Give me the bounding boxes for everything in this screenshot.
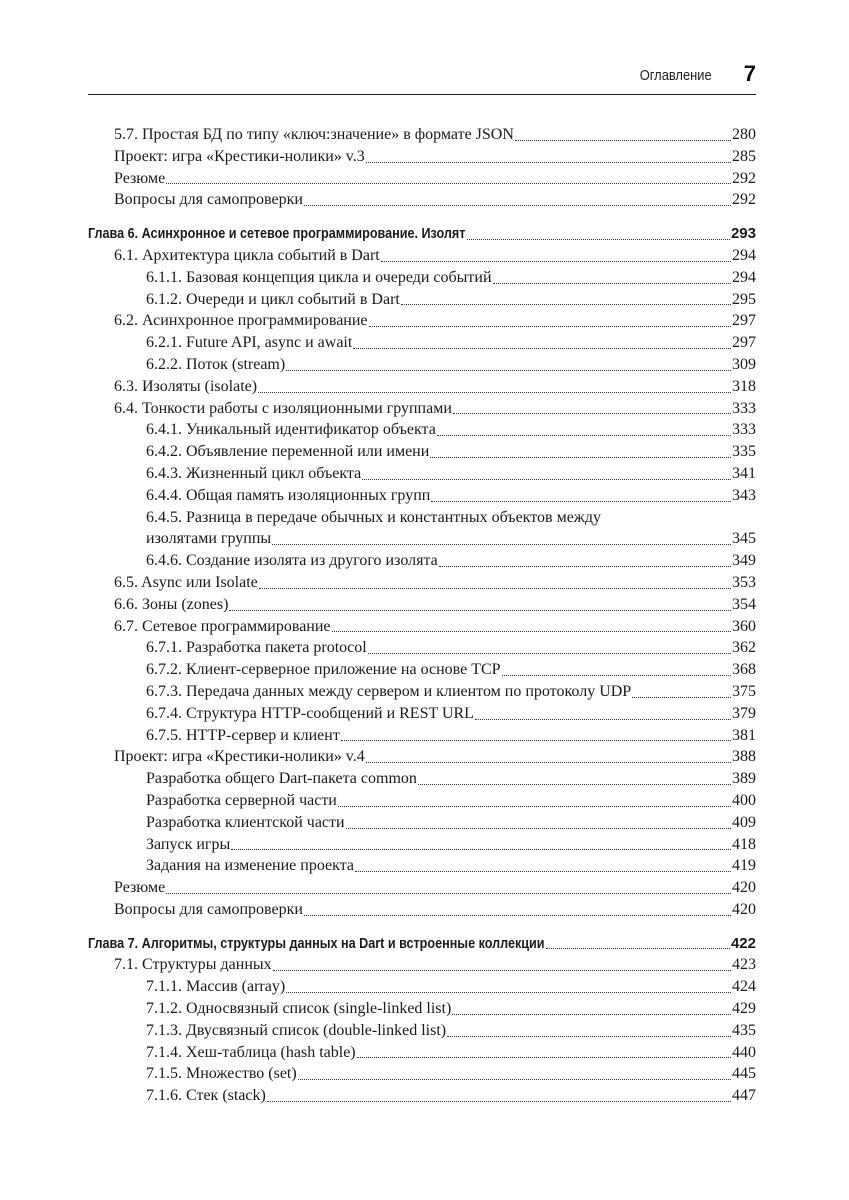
toc-entry-title: 6.4.6. Создание изолята из другого изолята	[146, 552, 438, 570]
toc-entry-title: 6.2.1. Future API, async и await	[146, 334, 353, 352]
toc-entry[interactable]	[88, 1085, 756, 1107]
toc-entry[interactable]	[88, 812, 756, 834]
toc-entry[interactable]	[88, 124, 756, 146]
toc-entry-title: 6.7. Сетевое программирование	[114, 617, 331, 635]
toc-entry-page: 388	[732, 748, 756, 766]
toc-entry[interactable]	[88, 834, 756, 856]
toc-entry[interactable]	[88, 376, 756, 398]
dot-leader	[272, 544, 731, 545]
toc-entry-page: 333	[732, 399, 756, 417]
toc-entry-title: 6.2.2. Поток (stream)	[146, 355, 286, 373]
dot-leader	[381, 261, 731, 262]
toc-entry[interactable]	[88, 463, 756, 485]
toc-entry-title: 7.1.5. Множество (set)	[146, 1065, 297, 1083]
dot-leader	[439, 566, 731, 567]
toc-entry-title: Резюме	[114, 879, 166, 897]
toc-entry-page: 409	[732, 813, 756, 831]
toc-entry-title: 6.7.4. Структура HTTP-сообщений и REST URL	[146, 704, 474, 722]
toc-entry-page: 353	[732, 573, 756, 591]
toc-entry-title: 6.7.5. HTTP-сервер и клиент	[146, 726, 340, 744]
toc-entry-title: Проект: игра «Крестики-нолики» v.4	[114, 748, 365, 766]
dot-leader	[355, 871, 731, 872]
toc-entry-title: 6.4.2. Объявление переменной или имени	[146, 443, 430, 461]
toc-entry-page: 294	[732, 246, 756, 264]
toc-entry-title: 7.1. Структуры данных	[114, 956, 272, 974]
dot-leader	[431, 501, 731, 502]
toc-entry[interactable]	[88, 419, 756, 441]
toc-entry-title: 5.7. Простая БД по типу «ключ:значение» в формате JSON	[114, 126, 514, 143]
toc-entry-title: изолятами группы	[146, 530, 272, 548]
toc-entry[interactable]	[88, 572, 756, 594]
toc-entry-title: Вопросы для самопроверки	[114, 900, 303, 918]
toc-entry[interactable]	[88, 441, 756, 463]
toc-entry-page: 280	[732, 126, 756, 143]
toc-entry-page: 295	[732, 290, 756, 308]
table-of-contents	[88, 124, 756, 1107]
dot-leader	[286, 992, 731, 993]
toc-entry-title: 6.6. Зоны (zones)	[114, 595, 229, 613]
toc-entry-page: 389	[732, 770, 756, 788]
toc-entry-page: 318	[732, 377, 756, 395]
dot-leader	[632, 697, 731, 698]
toc-entry-page: 294	[732, 268, 756, 286]
toc-entry-title: 6.3. Изоляты (isolate)	[114, 377, 258, 395]
toc-entry-page: 360	[732, 617, 756, 635]
toc-entry[interactable]	[88, 507, 756, 529]
dot-leader	[418, 784, 731, 785]
toc-entry-page: 341	[732, 464, 756, 482]
dot-leader	[453, 413, 731, 414]
toc-entry-page: 362	[732, 639, 756, 657]
toc-entry[interactable]	[88, 354, 756, 376]
dot-leader	[231, 849, 731, 850]
toc-entry[interactable]	[88, 637, 756, 659]
dot-leader	[447, 1036, 731, 1037]
toc-entry-page: 349	[732, 552, 756, 570]
toc-entry-title: Разработка клиентской части	[146, 813, 345, 831]
toc-entry-page: 440	[732, 1043, 756, 1061]
toc-entry-title: Разработка серверной части	[146, 791, 337, 809]
toc-entry[interactable]	[88, 485, 756, 507]
toc-entry-title: Запуск игры	[146, 835, 231, 853]
toc-entry-page: 429	[732, 1000, 756, 1018]
dot-leader	[401, 304, 731, 305]
toc-entry-page: 297	[732, 334, 756, 352]
toc-entry-page: 333	[732, 421, 756, 439]
toc-entry-page: 293	[730, 225, 756, 243]
running-header-title: Оглавление	[640, 67, 712, 84]
toc-entry-title: 6.7.3. Передача данных между сервером и клиентом по протоколу UDP	[146, 682, 632, 700]
toc-entry[interactable]	[88, 998, 756, 1020]
dot-leader	[304, 205, 731, 206]
dot-leader	[353, 348, 731, 349]
toc-entry-page: 420	[732, 879, 756, 897]
toc-entry[interactable]	[88, 594, 756, 616]
toc-chapter-entry[interactable]	[88, 223, 756, 245]
toc-entry[interactable]	[88, 746, 756, 768]
toc-entry-title: Задания на изменение проекта	[146, 857, 354, 875]
dot-leader	[357, 1057, 731, 1058]
toc-entry-title: Глава 7. Алгоритмы, структуры данных на Dart и встроенные коллекции	[88, 934, 545, 952]
toc-entry[interactable]	[88, 659, 756, 681]
toc-entry-title: 6.7.2. Клиент-серверное приложение на основе TCP	[146, 661, 501, 679]
toc-entry-title: 6.1. Архитектура цикла событий в Dart	[114, 246, 380, 264]
toc-entry-title: 6.4.5. Разница в передаче обычных и константных объектов между	[146, 508, 601, 526]
dot-leader	[493, 283, 731, 284]
toc-entry[interactable]	[88, 189, 756, 211]
toc-entry[interactable]	[88, 245, 756, 267]
dot-leader	[368, 653, 731, 654]
toc-entry-continuation[interactable]	[88, 528, 756, 550]
dot-leader	[332, 631, 731, 632]
toc-entry-page: 297	[732, 312, 756, 330]
toc-entry-page: 379	[732, 704, 756, 722]
toc-entry-title: 7.1.4. Хеш-таблица (hash table)	[146, 1043, 356, 1061]
toc-entry[interactable]	[88, 790, 756, 812]
toc-entry-page: 285	[732, 147, 756, 165]
toc-entry-page: 424	[732, 978, 756, 996]
chapter-title-box	[88, 223, 466, 245]
dot-leader	[346, 828, 731, 829]
dot-leader	[267, 1101, 731, 1102]
dot-leader	[452, 1014, 731, 1015]
toc-entry-title: 6.4.3. Жизненный цикл объекта	[146, 464, 362, 482]
toc-entry-title: 6.5. Async или Isolate	[114, 573, 258, 591]
toc-entry-page: 368	[732, 661, 756, 679]
toc-entry-page: 354	[732, 595, 756, 613]
dot-leader	[437, 435, 731, 436]
dot-leader	[298, 1079, 731, 1080]
dot-leader	[273, 970, 731, 971]
dot-leader	[338, 806, 731, 807]
dot-leader	[286, 370, 731, 371]
toc-entry[interactable]	[88, 616, 756, 638]
toc-chapter-entry[interactable]	[88, 933, 756, 955]
dot-leader	[362, 479, 731, 480]
toc-entry[interactable]	[88, 267, 756, 289]
toc-entry-page: 292	[732, 191, 756, 209]
dot-leader	[369, 326, 731, 327]
dot-leader	[341, 740, 731, 741]
toc-entry-page: 309	[732, 355, 756, 373]
chapter-title-box	[88, 933, 545, 955]
toc-entry-page: 419	[732, 857, 756, 875]
toc-entry[interactable]	[88, 877, 756, 899]
dot-leader	[304, 915, 731, 916]
toc-entry[interactable]	[88, 899, 756, 921]
dot-leader	[430, 457, 731, 458]
toc-entry[interactable]	[88, 725, 756, 747]
dot-leader	[166, 893, 731, 894]
toc-entry-title: Вопросы для самопроверки	[114, 191, 303, 209]
toc-entry-page: 292	[732, 169, 756, 187]
toc-entry-page: 422	[730, 934, 756, 952]
toc-entry-title: 6.4.4. Общая память изоляционных групп	[146, 486, 431, 504]
toc-entry-page: 335	[732, 443, 756, 461]
toc-entry-page: 375	[732, 682, 756, 700]
toc-entry[interactable]	[88, 1042, 756, 1064]
dot-leader	[475, 719, 731, 720]
toc-entry-page: 435	[732, 1021, 756, 1039]
toc-entry-page: 345	[732, 530, 756, 548]
dot-leader	[502, 675, 731, 676]
dot-leader	[166, 183, 731, 184]
running-header	[88, 60, 756, 95]
dot-leader	[366, 762, 731, 763]
dot-leader	[366, 162, 731, 163]
toc-entry[interactable]	[88, 681, 756, 703]
toc-entry[interactable]	[88, 146, 756, 168]
toc-entry[interactable]	[88, 976, 756, 998]
toc-entry[interactable]	[88, 1063, 756, 1085]
toc-entry-title: 7.1.3. Двусвязный список (double-linked list)	[146, 1021, 447, 1039]
toc-entry-title: 6.1.2. Очереди и цикл событий в Dart	[146, 290, 400, 308]
toc-entry-title: 6.2. Асинхронное программирование	[114, 312, 368, 330]
dot-leader	[258, 392, 731, 393]
toc-entry-title: Разработка общего Dart-пакета common	[146, 770, 417, 788]
page-number: 7	[743, 61, 756, 86]
toc-entry[interactable]	[88, 168, 756, 190]
toc-entry-title: Глава 6. Асинхронное и сетевое программирование. Изолят	[88, 225, 466, 243]
toc-entry-title: 6.1.1. Базовая концепция цикла и очереди событий	[146, 268, 492, 286]
toc-entry-page: 420	[732, 900, 756, 918]
toc-entry-page: 343	[732, 486, 756, 504]
toc-entry[interactable]	[88, 954, 756, 976]
toc-entry[interactable]	[88, 332, 756, 354]
toc-entry[interactable]	[88, 768, 756, 790]
toc-entry[interactable]	[88, 855, 756, 877]
toc-entry-title: 7.1.1. Массив (array)	[146, 978, 286, 996]
toc-entry-title: 7.1.2. Односвязный список (single-linked list)	[146, 1000, 452, 1018]
toc-entry-title: Резюме	[114, 169, 166, 187]
toc-entry[interactable]	[88, 703, 756, 725]
toc-entry-page: 418	[732, 835, 756, 853]
toc-entry-title: 6.7.1. Разработка пакета protocol	[146, 639, 367, 657]
toc-entry-page: 445	[732, 1065, 756, 1083]
toc-entry-title: 6.4. Тонкости работы с изоляционными группами	[114, 399, 452, 417]
toc-entry[interactable]	[88, 1020, 756, 1042]
toc-entry-page: 447	[732, 1087, 756, 1105]
toc-entry-page: 423	[732, 956, 756, 974]
dot-leader	[546, 948, 730, 949]
dot-leader	[229, 610, 731, 611]
dot-leader	[259, 588, 731, 589]
dot-leader	[467, 239, 730, 240]
toc-entry-title: 7.1.6. Стек (stack)	[146, 1087, 266, 1105]
toc-entry-title: 6.4.1. Уникальный идентификатор объекта	[146, 421, 436, 439]
toc-entry-title: Проект: игра «Крестики-нолики» v.3	[114, 147, 365, 165]
toc-entry-page: 381	[732, 726, 756, 744]
dot-leader	[515, 140, 731, 141]
toc-entry[interactable]	[88, 289, 756, 311]
toc-entry[interactable]	[88, 310, 756, 332]
toc-entry-page: 400	[732, 791, 756, 809]
toc-entry[interactable]	[88, 550, 756, 572]
toc-entry[interactable]	[88, 398, 756, 420]
